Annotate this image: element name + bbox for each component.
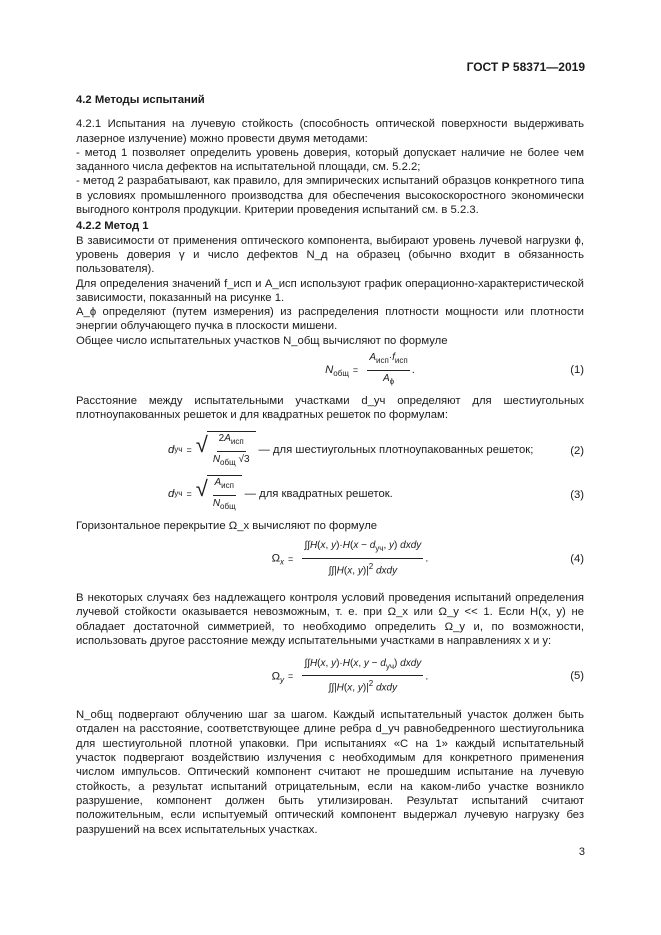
paragraph-total-sites: Общее число испытательных участков N_общ вычисляют по формуле [76,334,448,347]
paragraph-method-1: - метод 1 позволяет определить уровень доверия, который допускает наличие не более чем заданного числа дефектов на испытательной площади, см. 5.2.2; [76,146,584,174]
formula-5-expression: $\Omega_y$ = $\frac{\int\int H(x, y)\cdot H(x, y - d_{уч}) dxdy}{\int\int|H(x, y)|^2 dxdy}$ . [271,657,429,694]
page-content [76,93,584,837]
paragraph-horizontal-overlap: Горизонтальное перекрытие Ω_x вычисляют по формуле [76,519,378,532]
paragraph-a-phi: A_ϕ определяют (путем измерения) из распределения плотности мощности или плотности энергии облучающего пучка в плоскости мишени. [76,306,584,333]
formula-2-note: — для шестиугольных плотноупакованных решеток; [258,444,534,457]
formula-2-expression: d уч = √ $\frac{2A_{исп}}{N_{общ} √3}$ — для шестиугольных плотноупакованных решеток; [168,431,533,470]
formula-4-expression: $\Omega_x$ = $\frac{\int\int H(x, y)\cdot H(x - d_{уч}, y) dxdy}{\int\int|H(x, y)|^2 dxdy}$ . [271,540,429,577]
paragraph-method-2: - метод 2 разрабатывают, как правило, для эмпирических испытаний образцов конкретного типа в условиях промышленного производства для обеспечения высокоскоростного экономически выгодного контроля продукции. Критерии проведения испытаний см. в 5.2.3. [76,175,584,217]
formula-3-note: — для квадратных решеток. [244,488,393,501]
formula-5 [76,652,584,700]
paragraph-oc-graph: Для определения значений f_исп и A_исп используют график операционно-характеристической зависимости, показанный на рисунке 1. [76,277,584,304]
formula-1-number: (1) [570,363,584,376]
paragraph-load-level: В зависимости от применения оптического компонента, выбирают уровень лучевой нагрузки ϕ, уровень доверия γ и число дефектов N_д на образец (обычно входит в обязанность пользователя). [76,234,584,276]
subsection-title: 4.2.2 Метод 1 [76,220,149,233]
paragraph-asymmetry: В некоторых случаях без надлежащего контроля условий проведения испытаний определения лучевой стойкости оказывается невозможным, т. е. при Ω_x или Ω_y << 1. Если H(x, y) не обладает достаточной симметрией, то необходимо определить Ω_y и, по возможности, использовать другое расстояние между испытательными участками в направлениях x и y: [76,591,584,647]
formula-3-number: (3) [570,488,584,501]
page-number: 3 [578,846,585,858]
formula-3 [76,475,584,515]
formula-1-expression: $N_{общ}$ = $\frac{A_{исп}\cdot f_{исп}}{A_\phi}$ . [325,352,415,386]
document-code: ГОСТ Р 58371—2019 [466,60,585,74]
formula-2-number: (2) [570,444,584,457]
formula-1 [76,350,584,390]
formula-4 [76,535,584,583]
formula-3-expression: d уч = √ $\frac{A_{исп}}{N_{общ}}$ — для квадратных решеток. [168,475,393,514]
formula-4-number: (4) [570,552,584,565]
paragraph-irradiation: N_общ подвергают облучению шаг за шагом. Каждый испытательный участок должен быть отдален на расстояние, соответствующее длине ребра d_уч равнобедренного шестиугольника для шестиугольной плотной упаковки. При испытаниях «С на 1» каждый испытательный участок подвергают воздействию излучения с необходимым для конкретного применения числом импульсов. Оптический компонент считают не прошедшим испытание на лучевую стойкость, а результат испытаний отрицательным, если на каком-либо участке возникло разрушение, компонент должен быть утилизирован. Результат испытаний считают положительным, если испытуемый оптический компонент выдержал лучевую нагрузку без разрушений на всех испытательных участках. [76,709,584,836]
section-title: 4.2 Методы испытаний [76,94,205,106]
formula-2 [76,427,584,475]
paragraph-site-distance: Расстояние между испытательными участками d_уч определяют для шестиугольных плотноупакованных решеток и для квадратных решеток по формулам: [76,395,584,422]
formula-5-number: (5) [570,669,584,682]
paragraph-4-2-1: 4.2.1 Испытания на лучевую стойкость (способность оптической поверхности выдерживать лазерное излучение) можно провести двумя методами: [76,118,584,145]
